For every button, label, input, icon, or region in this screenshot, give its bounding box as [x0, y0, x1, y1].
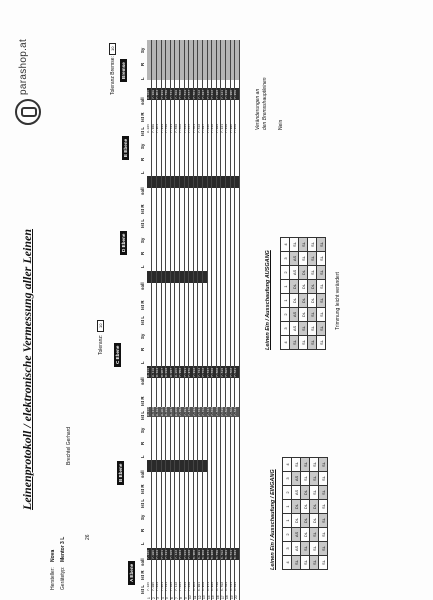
a-soll-value: 6.871: [206, 549, 210, 559]
section-e-badge: E Ebene: [122, 136, 129, 160]
eingang-cell: DL: [301, 486, 310, 500]
section-b-badge: B Ebene: [117, 461, 124, 485]
eingang-header-cell: 1: [283, 514, 292, 528]
brake-tolerance-value: 10: [109, 43, 116, 55]
a-ist-value: 6.702: [220, 581, 224, 591]
eingang-header-cell: 2: [283, 486, 292, 500]
brake-ist-value: 7.341: [220, 123, 224, 133]
c-soll-value: 7.698: [211, 367, 215, 377]
c-soll-value: 7.752: [202, 367, 206, 377]
c-ist-value: 8.213: [147, 406, 150, 416]
col-c-soll: soll: [140, 377, 145, 385]
eingang-cell: SL: [292, 556, 301, 570]
brake-soll-value: 7.790: [165, 89, 169, 99]
brake-ist-value: 7.613: [183, 123, 187, 133]
ausgang-cell: SL: [308, 238, 317, 252]
c-ist-value: 7.727: [206, 406, 210, 416]
ausgang-cell: SL: [317, 280, 326, 294]
eingang-cell: SL: [310, 542, 319, 556]
owner-name: Brechtel Gerhard: [66, 426, 72, 465]
brake-ist-value: 7.577: [188, 123, 192, 133]
col-a-l: L: [140, 542, 145, 545]
a-ist-value: 7.085: [151, 581, 155, 591]
ausgang-cell: SL: [308, 266, 317, 280]
ausgang-cell: SL: [299, 322, 308, 336]
col-e-soll: soll: [140, 187, 145, 195]
brake-ist-value: 7.250: [234, 123, 238, 133]
a-ist-value: 7.043: [156, 581, 160, 591]
a-soll-value: 7.051: [160, 549, 164, 559]
row-number: 1: [147, 597, 151, 599]
brake-ist-value: 7.864: [156, 123, 160, 133]
row-number: 18: [225, 595, 230, 599]
brake-soll-value: 7.286: [229, 89, 233, 99]
a-ist-value: 7.013: [183, 581, 187, 591]
a-soll-value: 7.043: [156, 549, 160, 559]
a-ist-value: 7.048: [188, 581, 192, 591]
tolerance-value: 10: [97, 320, 104, 332]
e-soll-block: [147, 176, 239, 188]
eingang-cell: SL: [310, 528, 319, 542]
eingang-cell: AS: [292, 542, 301, 556]
brake-soll-value: 7.446: [206, 89, 210, 99]
brake-soll-value: 7.250: [234, 89, 238, 99]
col-a-ist-l: Ist L: [140, 584, 145, 594]
ausgang-cell: SL: [299, 238, 308, 252]
a-ist-value: 6.858: [202, 581, 206, 591]
ausgang-header-cell: 1: [281, 280, 290, 294]
brake-tolerance-label: Toleranz Bremse:: [110, 56, 116, 95]
ausgang-cell: DL: [290, 280, 299, 294]
col-brake-ist-r: Ist R: [140, 112, 145, 122]
ausgang-cell: SL: [308, 308, 317, 322]
row-number: 10: [188, 595, 193, 599]
c-ist-value: 7.521: [234, 406, 238, 416]
brake-note-line-3: Nein: [278, 119, 284, 130]
ausgang-cell: SL: [308, 252, 317, 266]
section-brake-badge: Bremse: [120, 59, 127, 82]
brake-note-line-1: Veränderungen an: [255, 88, 261, 130]
c-soll-value: 7.639: [220, 367, 224, 377]
eingang-cell: SL: [319, 514, 328, 528]
col-brake-soll: soll: [140, 97, 145, 105]
ausgang-cell: AS: [290, 322, 299, 336]
c-ist-value: 8.097: [170, 406, 173, 416]
row-number: 6: [170, 597, 174, 599]
eingang-cell: SL: [310, 486, 319, 500]
ausgang-cell: DL: [308, 294, 317, 308]
eingang-cell: DL: [310, 500, 319, 514]
brake-ist-value: 8.025: [147, 123, 150, 133]
col-b-soll: soll: [140, 470, 145, 478]
document-title: Leinenprotokoll / elektronische Vermessung aller Leinen: [20, 228, 34, 510]
c-ist-value: 7.794: [197, 406, 201, 416]
eingang-cell: SL: [310, 472, 319, 486]
a-ist-value: 7.325: [147, 581, 150, 591]
ausgang-cell: SL: [317, 238, 326, 252]
c-soll-value: 8.097: [170, 367, 173, 377]
hersteller-value: Nova: [50, 549, 56, 562]
ausgang-cell: SL: [317, 322, 326, 336]
col-brake-sy: Sy: [140, 47, 145, 53]
ausgang-cell: SL: [317, 252, 326, 266]
eingang-cell: DL: [292, 500, 301, 514]
col-d-sy: Sy: [140, 237, 145, 243]
col-e-sy: Sy: [140, 143, 145, 149]
brake-ist-value: 7.446: [206, 123, 210, 133]
ausgang-cell: SL: [308, 322, 317, 336]
brake-ist-value: 7.813: [160, 123, 164, 133]
section-a-badge: A Ebene: [128, 561, 135, 585]
brake-ist-value: 7.310: [225, 123, 229, 133]
ausgang-cell: DL: [299, 266, 308, 280]
eingang-cell: SL: [301, 472, 310, 486]
col-d-r: R: [140, 251, 145, 255]
c-ist-value: 8.118: [151, 406, 155, 416]
row-number: 11: [193, 595, 197, 599]
eingang-cell: DL: [301, 528, 310, 542]
ausgang-cell: SL: [317, 308, 326, 322]
a-ist-value: 7.024: [179, 581, 183, 591]
row-number: 9: [183, 597, 188, 599]
eingang-header-cell: 3: [283, 542, 292, 556]
col-a-r: R: [140, 528, 145, 532]
c-soll-value: 7.870: [188, 367, 192, 377]
row-number: 17: [220, 595, 225, 599]
c-ist-value: 8.055: [174, 406, 178, 416]
eingang-cell: SL: [301, 458, 310, 472]
eingang-cell: SL: [319, 458, 328, 472]
ausgang-header-cell: 2: [281, 308, 290, 322]
brake-soll-value: 7.389: [216, 89, 219, 99]
a-soll-value: 6.881: [197, 549, 201, 559]
brake-soll-value: 7.512: [197, 89, 201, 99]
a-soll-value: 6.858: [202, 549, 206, 559]
brand-logo-icon: [15, 99, 41, 125]
col-e-ist-r: Ist R: [140, 204, 145, 214]
col-b-r: R: [140, 441, 145, 445]
col-b-ist-l: Ist L: [140, 498, 145, 508]
row-number: 20: [234, 595, 239, 599]
row-number: 15: [211, 595, 216, 599]
c-ist-value: 7.832: [193, 406, 196, 416]
ausgang-cell: AS: [290, 252, 299, 266]
ausgang-cell: SL: [290, 238, 299, 252]
col-c-ist-l: Ist L: [140, 410, 145, 420]
a-ist-value: 7.109: [170, 581, 173, 591]
col-a-sy: Sy: [140, 514, 145, 520]
c-ist-value: 7.752: [202, 406, 206, 416]
row-number: 8: [179, 597, 184, 599]
a-ist-value: 6.483: [234, 581, 238, 591]
c-soll-value: 8.213: [147, 367, 150, 377]
eingang-cell: DL: [310, 514, 319, 528]
c-soll-value: 7.521: [234, 367, 238, 377]
eingang-cell: SL: [301, 542, 310, 556]
c-ist-value: 7.992: [179, 406, 183, 416]
brake-ist-value: 7.652: [179, 123, 183, 133]
c-soll-value: 7.992: [179, 367, 183, 377]
a-ist-value: 6.969: [193, 581, 196, 591]
a-ist-value: 7.142: [174, 581, 178, 591]
c-soll-value: 7.668: [216, 367, 219, 377]
col-brake-r: R: [140, 62, 145, 66]
brake-soll-value: 7.551: [193, 89, 196, 99]
c-soll-value: 7.832: [193, 367, 196, 377]
brake-ist-value: 7.790: [165, 123, 169, 133]
eingang-cell: AS: [292, 528, 301, 542]
geraet-value: Mentor 3 L: [60, 536, 66, 562]
brake-ist-value: 7.286: [229, 123, 233, 133]
a-soll-value: 6.683: [225, 549, 229, 559]
eingang-header-cell: 4: [283, 458, 292, 472]
eingang-cell: SL: [319, 500, 328, 514]
c-ist-value: 8.038: [165, 406, 169, 416]
section-c-badge: C Ebene: [114, 343, 121, 367]
col-d-ist-l: Ist L: [140, 315, 145, 325]
a-soll-value: 7.048: [188, 549, 192, 559]
col-b-sy: Sy: [140, 427, 145, 433]
row-number: 3: [156, 597, 161, 599]
a-ist-value: 6.829: [211, 581, 215, 591]
brand-name: parashop.at: [18, 38, 29, 95]
row-number: 13: [202, 595, 207, 599]
brake-soll-value: 7.813: [160, 89, 164, 99]
ausgang-header-cell: 1: [281, 294, 290, 308]
ausgang-cell: DL: [290, 294, 299, 308]
c-soll-value: 7.562: [229, 367, 233, 377]
brake-soll-value: 8.025: [147, 89, 150, 99]
ausgang-header-cell: 2: [281, 266, 290, 280]
a-soll-value: 6.483: [234, 549, 238, 559]
eingang-header-cell: 3: [283, 472, 292, 486]
brake-ist-value: 7.920: [151, 123, 155, 133]
col-c-l: L: [140, 361, 145, 364]
eingang-cell: SL: [319, 528, 328, 542]
a-soll-value: 6.790: [216, 549, 219, 559]
a-soll-value: 7.085: [151, 549, 155, 559]
brake-soll-value: 7.577: [188, 89, 192, 99]
a-soll-value: 6.702: [220, 549, 224, 559]
ausgang-title: Leinen Ein / Ausschaufung AUSGANG: [265, 250, 271, 350]
eingang-header-cell: 2: [283, 528, 292, 542]
ausgang-cell: SL: [317, 266, 326, 280]
col-a-soll: soll: [140, 558, 145, 566]
measurement-table: [147, 40, 242, 600]
brake-soll-value: 7.698: [174, 89, 178, 99]
c-soll-value: 7.794: [197, 367, 201, 377]
eingang-cell: SL: [310, 556, 319, 570]
col-a-ist-r: Ist R: [140, 570, 145, 580]
brake-diff-block: [147, 40, 239, 80]
a-soll-value: 7.325: [147, 549, 150, 559]
c-soll-value: 7.931: [183, 367, 187, 377]
col-c-r: R: [140, 347, 145, 351]
a-soll-value: 6.511: [229, 549, 233, 559]
c-soll-value: 8.104: [156, 367, 160, 377]
col-e-r: R: [140, 157, 145, 161]
eingang-cell: SL: [319, 542, 328, 556]
a-soll-value: 7.024: [179, 549, 183, 559]
eingang-cell: DL: [301, 500, 310, 514]
eingang-cell: SL: [301, 556, 310, 570]
eingang-header-cell: 4: [283, 556, 292, 570]
col-b-ist-r: Ist R: [140, 484, 145, 494]
a-ist-value: 7.131: [165, 581, 169, 591]
brake-soll-value: 7.487: [202, 89, 206, 99]
row-number: 4: [160, 597, 165, 599]
col-e-ist-l: Ist L: [140, 218, 145, 228]
c-ist-value: 8.067: [160, 406, 164, 416]
a-ist-value: 6.881: [197, 581, 201, 591]
a-ist-value: 7.051: [160, 581, 164, 591]
brake-soll-value: 7.613: [183, 89, 187, 99]
col-c-ist-r: Ist R: [140, 396, 145, 406]
eingang-header-cell: 1: [283, 500, 292, 514]
ausgang-header-cell: 3: [281, 322, 290, 336]
brake-soll-value: 7.341: [220, 89, 224, 99]
eingang-cell: DL: [292, 514, 301, 528]
ausgang-header-cell: 3: [281, 252, 290, 266]
c-ist-value: 7.668: [216, 406, 219, 416]
eingang-cell: DL: [301, 514, 310, 528]
brake-ist-value: 7.512: [197, 123, 201, 133]
brake-soll-value: 7.652: [179, 89, 183, 99]
col-d-l: L: [140, 265, 145, 268]
section-d-badge: D Ebene: [120, 231, 127, 255]
brake-soll-value: 7.310: [225, 89, 229, 99]
row-number: 12: [197, 595, 202, 599]
col-d-soll: soll: [140, 282, 145, 290]
a-soll-value: 7.109: [170, 549, 173, 559]
brake-ist-value: 7.487: [202, 123, 206, 133]
brake-soll-value: 7.920: [151, 89, 155, 99]
ausgang-cell: DL: [299, 308, 308, 322]
c-soll-value: 7.727: [206, 367, 210, 377]
col-brake-ist-l: Ist L: [140, 126, 145, 136]
ausgang-cell: AS: [290, 308, 299, 322]
ausgang-cell: DL: [308, 280, 317, 294]
trimmung-note: Trimmung leicht verändert: [335, 272, 341, 330]
c-soll-value: 8.118: [151, 367, 155, 377]
c-soll-value: 8.055: [174, 367, 178, 377]
eingang-cell: AS: [292, 486, 301, 500]
brake-ist-value: 7.698: [174, 123, 178, 133]
eingang-cell: AS: [292, 472, 301, 486]
eingang-title: Leinen Ein / Ausschaufung / EINGANG: [270, 469, 276, 570]
row-number: 19: [229, 595, 234, 599]
ausgang-header-cell: 4: [281, 238, 290, 252]
eingang-cell: SL: [292, 458, 301, 472]
ausgang-cell: SL: [290, 336, 299, 350]
c-ist-value: 7.870: [188, 406, 192, 416]
eingang-cell: SL: [310, 458, 319, 472]
eingang-cell: SL: [319, 472, 328, 486]
ausgang-cell: AS: [290, 266, 299, 280]
row-number: 7: [174, 597, 179, 599]
brake-ist-value: 7.741: [170, 123, 173, 133]
ausgang-cell: SL: [299, 336, 308, 350]
a-ist-value: 6.511: [229, 581, 233, 591]
geraet-label: Gerätetyp:: [60, 566, 66, 590]
ausgang-grid: [280, 237, 326, 350]
a-soll-value: 7.013: [183, 549, 187, 559]
eingang-cell: SL: [319, 556, 328, 570]
a-soll-value: 6.969: [193, 549, 196, 559]
brake-ist-value: 7.551: [193, 123, 196, 133]
row-number: 5: [165, 597, 170, 599]
brake-soll-value: 7.864: [156, 89, 160, 99]
tolerance-label: Toleranz:: [98, 334, 104, 355]
c-ist-value: 7.931: [183, 406, 187, 416]
col-b-l: L: [140, 455, 145, 458]
ausgang-cell: DL: [299, 294, 308, 308]
ausgang-cell: SL: [317, 336, 326, 350]
eingang-cell: SL: [319, 486, 328, 500]
a-soll-value: 7.142: [174, 549, 178, 559]
brake-note-line-2: den Bremsshauptleinen: [262, 77, 268, 130]
c-ist-value: 7.698: [211, 406, 215, 416]
a-soll-value: 7.131: [165, 549, 169, 559]
ausgang-cell: SL: [308, 336, 317, 350]
col-d-ist-r: Ist R: [140, 300, 145, 310]
sheet-number: 26: [85, 534, 91, 540]
brake-ist-value: 7.389: [216, 123, 219, 133]
col-c-sy: Sy: [140, 333, 145, 339]
ausgang-cell: SL: [299, 252, 308, 266]
col-brake-l: L: [140, 77, 145, 80]
a-soll-value: 6.829: [211, 549, 215, 559]
ausgang-cell: SL: [317, 294, 326, 308]
col-e-l: L: [140, 171, 145, 174]
row-number: 2: [151, 597, 156, 599]
brake-soll-value: 7.741: [170, 89, 173, 99]
ausgang-cell: DL: [299, 280, 308, 294]
hersteller-label: Hersteller:: [50, 567, 56, 590]
c-ist-value: 8.104: [156, 406, 160, 416]
c-ist-value: 7.605: [225, 406, 229, 416]
ausgang-header-cell: 4: [281, 336, 290, 350]
a-ist-value: 6.790: [216, 581, 219, 591]
c-soll-value: 8.038: [165, 367, 169, 377]
c-ist-value: 7.562: [229, 406, 233, 416]
c-soll-value: 7.605: [225, 367, 229, 377]
eingang-grid: [282, 457, 328, 570]
brake-ist-value: 7.412: [211, 123, 215, 133]
a-ist-value: 6.683: [225, 581, 229, 591]
c-soll-value: 8.067: [160, 367, 164, 377]
row-number: 16: [216, 595, 220, 599]
a-ist-value: 6.871: [206, 581, 210, 591]
row-number: 14: [206, 595, 211, 599]
brake-soll-value: 7.412: [211, 89, 215, 99]
c-ist-value: 7.639: [220, 406, 224, 416]
